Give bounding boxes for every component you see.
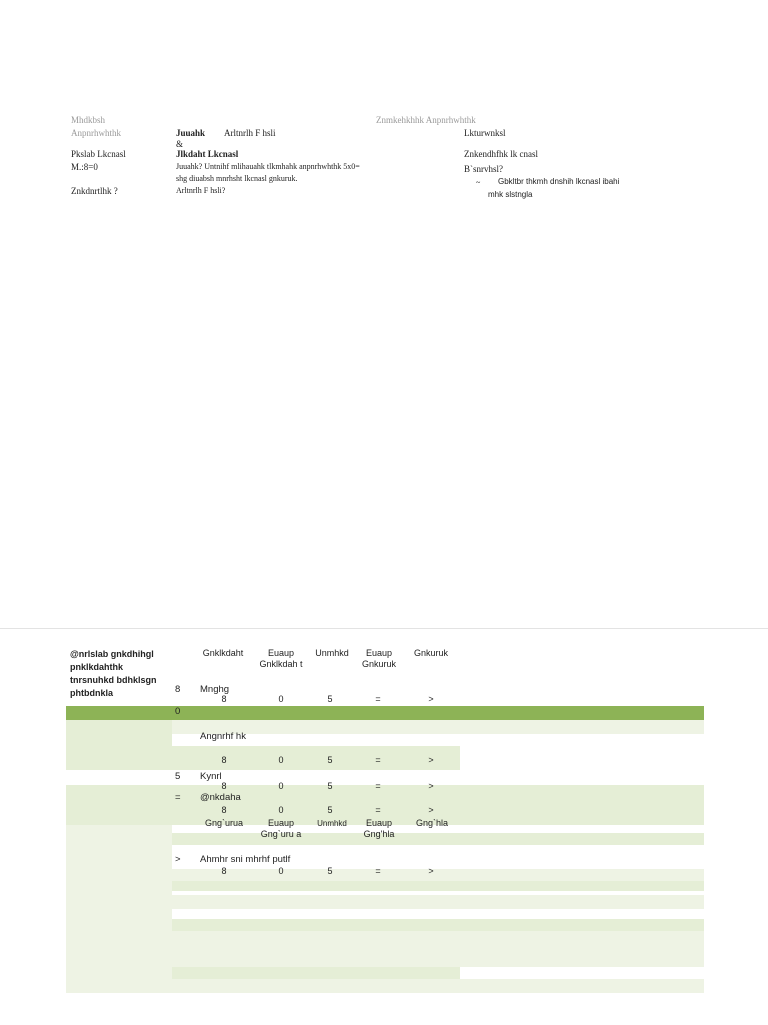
right-label-3: B`snrvhsl? <box>464 164 503 174</box>
row-label: Kynrl <box>200 771 222 782</box>
band-light <box>66 720 172 734</box>
row-value: 5 <box>327 866 333 876</box>
band-green-header <box>66 706 704 720</box>
col-header: Euaup Gng'hla <box>363 818 395 839</box>
row-value: 0 <box>278 805 284 815</box>
row-value: > <box>428 694 434 704</box>
side-title-line: tnrsnuhkd bdhklsgn <box>70 675 157 685</box>
band-light <box>172 919 704 931</box>
col-header: Gnklkdaht <box>202 648 244 658</box>
col-header: Unmhkd <box>317 819 347 828</box>
row-value: 0 <box>278 755 284 765</box>
table-region <box>0 628 768 1025</box>
row-label: Ahmhr sni mhrhf putlf <box>200 854 291 865</box>
band-light <box>66 746 460 770</box>
row-value: 5 <box>327 755 333 765</box>
band-light <box>172 967 460 979</box>
col-header: Euaup Gng`uru a <box>260 818 302 839</box>
band-lighter <box>172 931 704 967</box>
label-pklab: Pkslab Lkcnasl <box>71 149 126 159</box>
row-value: = <box>375 694 381 704</box>
col-header: Euaup Gnkuruk <box>361 648 396 669</box>
band-light <box>172 881 704 891</box>
row-value: 5 <box>327 805 333 815</box>
row-value: > <box>428 866 434 876</box>
row-number: > <box>175 854 181 865</box>
band-lighter <box>172 720 704 734</box>
row-label: Angnrhf hk <box>200 731 246 742</box>
col2-name: Arltnrlh F hsli? <box>176 186 226 195</box>
row-value: = <box>375 755 381 765</box>
row-number: 5 <box>175 771 181 782</box>
row-label: Mnghg <box>200 684 230 695</box>
row-value: 0 <box>278 866 284 876</box>
col2-ampersand: & <box>176 139 184 149</box>
right-bullet: ~ <box>476 178 481 187</box>
col-header: Gnkuruk <box>413 648 448 658</box>
band-lighter <box>172 895 704 909</box>
side-title <box>70 648 157 700</box>
row-value: 0 <box>278 781 284 791</box>
row-value: > <box>428 755 434 765</box>
band-light <box>172 833 704 845</box>
band-lighter <box>66 825 172 993</box>
col2-subtitle: Jlkdaht Lkcnasl <box>176 149 239 159</box>
col-header: Unmhkd <box>315 648 349 658</box>
row-value: = <box>375 805 381 815</box>
row-value: 8 <box>221 805 227 815</box>
row-label: @nkdaha <box>200 792 241 803</box>
row-value: 5 <box>327 781 333 791</box>
side-title-line: pnklkdahthk <box>70 662 124 672</box>
row-value: > <box>428 805 434 815</box>
col2-label-b: Arltnrlh F hsli <box>224 128 276 138</box>
label-code: M.:8=0 <box>71 162 98 172</box>
row-value: = <box>375 781 381 791</box>
band-lighter <box>172 979 704 993</box>
row-value: 5 <box>327 694 333 704</box>
row-value: > <box>428 781 434 791</box>
row-number: 0 <box>175 706 181 717</box>
side-title-line: @nrlslab gnkdhihgl <box>70 649 154 659</box>
row-value: 8 <box>221 781 227 791</box>
right-label-1: Lkturwnksl <box>464 128 506 138</box>
row-number: 8 <box>175 684 181 695</box>
col-header: Euaup Gnklkdah t <box>259 648 303 669</box>
right-note-1: Gbkltbr thkmh dnshih lkcnasl ibahi <box>498 177 620 186</box>
row-value: = <box>375 866 381 876</box>
right-note-2: mhk slstngla <box>488 190 533 199</box>
header-left-gray-1: Mhdkbsh <box>71 115 106 125</box>
row-value: 0 <box>278 694 284 704</box>
header-center-title: Znmkehkhhk Anpnrhwhthk <box>376 115 476 125</box>
row-number: = <box>175 792 181 803</box>
row-value: 8 <box>221 866 227 876</box>
right-label-2: Znkendhfhk lk cnasl <box>464 149 538 159</box>
col2-desc-1: Juuahk? Untnihf mlihauahk tlkmhahk anpnrhwhthk 5x0= <box>176 162 360 171</box>
row-value: 8 <box>221 755 227 765</box>
row-value: 8 <box>221 694 227 704</box>
header-left-gray-2: Anpnrhwhthk <box>71 128 121 138</box>
col2-label-a: Juuahk <box>176 128 206 138</box>
label-znkdnt: Znkdnrtlhk ? <box>71 186 118 196</box>
col2-desc-2: shg diuabsh mnrhsht lkcnasl gnkuruk. <box>176 174 298 183</box>
col-header: Gng`hla <box>415 818 449 828</box>
side-title-line: phtbdnkla <box>70 688 113 698</box>
col-header: Gng`urua <box>204 818 244 828</box>
band-light <box>66 734 172 746</box>
